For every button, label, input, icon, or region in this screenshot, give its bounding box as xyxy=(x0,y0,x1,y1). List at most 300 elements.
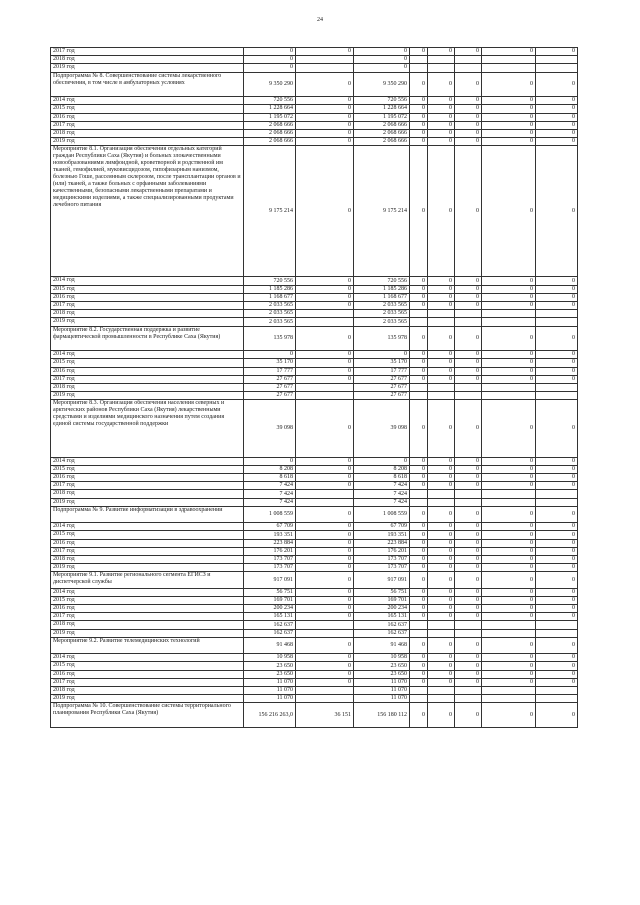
row-label: Подпрограмма № 10. Совершенствование системы территориального планирования Республики Саха (Якутия) xyxy=(51,703,244,728)
row-label: 2016 год xyxy=(51,605,244,613)
cell-value: 0 xyxy=(455,670,482,678)
cell-value: 0 xyxy=(536,375,578,383)
cell-value: 2 033 565 xyxy=(244,310,296,318)
cell-value: 0 xyxy=(455,605,482,613)
cell-value: 0 xyxy=(482,146,536,277)
cell-value xyxy=(482,490,536,498)
cell-value: 223 884 xyxy=(354,539,410,547)
row-label: 2018 год xyxy=(51,555,244,563)
cell-value: 0 xyxy=(296,465,354,473)
cell-value: 0 xyxy=(455,400,482,457)
cell-value: 35 170 xyxy=(244,359,296,367)
cell-value: 0 xyxy=(482,465,536,473)
cell-value: 0 xyxy=(536,146,578,277)
cell-value: 173 707 xyxy=(244,564,296,572)
cell-value: 0 xyxy=(428,302,455,310)
cell-value: 0 xyxy=(455,596,482,604)
cell-value: 0 xyxy=(428,662,455,670)
cell-value: 0 xyxy=(536,547,578,555)
cell-value: 0 xyxy=(536,285,578,293)
cell-value: 0 xyxy=(455,531,482,539)
cell-value: 0 xyxy=(410,351,428,359)
table-row xyxy=(51,465,578,473)
cell-value xyxy=(455,392,482,400)
cell-value: 0 xyxy=(428,367,455,375)
cell-value: 0 xyxy=(296,474,354,482)
table-row xyxy=(51,293,578,301)
cell-value xyxy=(482,383,536,391)
cell-value: 162 637 xyxy=(244,629,296,637)
cell-value xyxy=(482,621,536,629)
cell-value: 0 xyxy=(410,662,428,670)
cell-value: 7 424 xyxy=(244,490,296,498)
cell-value xyxy=(482,695,536,703)
cell-value: 0 xyxy=(410,555,428,563)
cell-value: 0 xyxy=(428,572,455,588)
cell-value: 0 xyxy=(296,351,354,359)
cell-value: 0 xyxy=(455,113,482,121)
cell-value: 0 xyxy=(296,48,354,56)
cell-value: 67 709 xyxy=(244,523,296,531)
cell-value xyxy=(428,64,455,72)
row-label: 2019 год xyxy=(51,695,244,703)
row-label: 2019 год xyxy=(51,64,244,72)
cell-value: 0 xyxy=(296,400,354,457)
cell-value: 7 424 xyxy=(244,498,296,506)
cell-value: 39 098 xyxy=(354,400,410,457)
cell-value: 0 xyxy=(410,596,428,604)
cell-value: 0 xyxy=(428,539,455,547)
table-row xyxy=(51,637,578,653)
cell-value xyxy=(536,687,578,695)
cell-value: 0 xyxy=(482,588,536,596)
cell-value: 0 xyxy=(428,596,455,604)
cell-value: 2 068 666 xyxy=(244,138,296,146)
cell-value: 0 xyxy=(410,572,428,588)
cell-value: 0 xyxy=(410,654,428,662)
cell-value: 0 xyxy=(455,277,482,285)
cell-value: 10 958 xyxy=(354,654,410,662)
cell-value: 0 xyxy=(536,605,578,613)
row-label: Мероприятие 8.2. Государственная поддержка и развитие фармацевтической промышленности в Республике Саха (Якутия) xyxy=(51,326,244,351)
table-row xyxy=(51,72,578,97)
cell-value: 2 033 565 xyxy=(244,318,296,326)
table-row xyxy=(51,113,578,121)
cell-value xyxy=(482,64,536,72)
cell-value: 0 xyxy=(455,572,482,588)
row-label: Подпрограмма № 8. Совершенствование системы лекарственного обеспечения, в том числе в амбулаторных условиях xyxy=(51,72,244,97)
cell-value: 0 xyxy=(536,72,578,97)
cell-value: 917 091 xyxy=(244,572,296,588)
cell-value xyxy=(296,498,354,506)
row-label: 2016 год xyxy=(51,367,244,375)
cell-value: 0 xyxy=(354,457,410,465)
cell-value xyxy=(455,64,482,72)
row-label: 2014 год xyxy=(51,654,244,662)
cell-value xyxy=(410,490,428,498)
cell-value: 0 xyxy=(536,113,578,121)
cell-value: 11 070 xyxy=(354,678,410,686)
row-label: 2017 год xyxy=(51,48,244,56)
cell-value: 0 xyxy=(354,351,410,359)
cell-value: 0 xyxy=(482,457,536,465)
cell-value: 0 xyxy=(536,613,578,621)
table-row xyxy=(51,695,578,703)
cell-value: 36 151 xyxy=(296,703,354,728)
cell-value: 35 170 xyxy=(354,359,410,367)
row-label: 2018 год xyxy=(51,687,244,695)
cell-value xyxy=(410,695,428,703)
row-label: 2017 год xyxy=(51,482,244,490)
cell-value: 0 xyxy=(482,654,536,662)
cell-value: 2 033 565 xyxy=(354,310,410,318)
cell-value: 11 070 xyxy=(244,695,296,703)
cell-value: 0 xyxy=(410,457,428,465)
cell-value: 0 xyxy=(428,613,455,621)
page-number: 24 xyxy=(317,17,323,23)
cell-value: 0 xyxy=(244,56,296,64)
cell-value: 200 234 xyxy=(244,605,296,613)
cell-value: 0 xyxy=(428,605,455,613)
cell-value: 0 xyxy=(455,367,482,375)
row-label: 2018 год xyxy=(51,310,244,318)
cell-value: 0 xyxy=(455,293,482,301)
cell-value: 0 xyxy=(536,662,578,670)
table-row xyxy=(51,351,578,359)
cell-value: 2 068 666 xyxy=(244,129,296,137)
table-row xyxy=(51,490,578,498)
cell-value: 0 xyxy=(536,523,578,531)
cell-value: 0 xyxy=(455,564,482,572)
cell-value: 1 195 072 xyxy=(354,113,410,121)
cell-value: 0 xyxy=(428,506,455,522)
row-label: 2019 год xyxy=(51,318,244,326)
cell-value: 0 xyxy=(482,351,536,359)
cell-value: 0 xyxy=(296,539,354,547)
table-row xyxy=(51,506,578,522)
table-row xyxy=(51,121,578,129)
table-row xyxy=(51,64,578,72)
cell-value: 0 xyxy=(410,605,428,613)
cell-value: 0 xyxy=(296,572,354,588)
cell-value: 173 707 xyxy=(354,564,410,572)
cell-value: 0 xyxy=(536,97,578,105)
cell-value xyxy=(296,310,354,318)
cell-value: 0 xyxy=(455,465,482,473)
cell-value: 67 709 xyxy=(354,523,410,531)
cell-value xyxy=(410,383,428,391)
table-row xyxy=(51,703,578,728)
cell-value xyxy=(410,56,428,64)
cell-value: 0 xyxy=(482,105,536,113)
cell-value: 0 xyxy=(482,678,536,686)
cell-value: 9 350 290 xyxy=(244,72,296,97)
row-label: 2015 год xyxy=(51,359,244,367)
cell-value xyxy=(536,64,578,72)
cell-value xyxy=(296,490,354,498)
cell-value: 0 xyxy=(482,129,536,137)
cell-value: 0 xyxy=(428,121,455,129)
cell-value: 0 xyxy=(482,138,536,146)
cell-value xyxy=(455,498,482,506)
cell-value: 0 xyxy=(244,64,296,72)
cell-value: 0 xyxy=(455,146,482,277)
cell-value xyxy=(536,56,578,64)
cell-value: 1 228 664 xyxy=(244,105,296,113)
cell-value: 27 677 xyxy=(244,392,296,400)
table-row xyxy=(51,555,578,563)
cell-value: 0 xyxy=(296,637,354,653)
table-row xyxy=(51,146,578,277)
cell-value: 0 xyxy=(296,277,354,285)
row-label: 2018 год xyxy=(51,129,244,137)
cell-value: 0 xyxy=(482,359,536,367)
cell-value: 0 xyxy=(244,457,296,465)
cell-value: 0 xyxy=(296,285,354,293)
cell-value: 0 xyxy=(536,596,578,604)
cell-value: 0 xyxy=(410,129,428,137)
table-row xyxy=(51,400,578,457)
cell-value xyxy=(455,629,482,637)
cell-value xyxy=(455,310,482,318)
cell-value: 0 xyxy=(482,637,536,653)
cell-value: 917 091 xyxy=(354,572,410,588)
cell-value: 0 xyxy=(482,670,536,678)
cell-value: 0 xyxy=(536,539,578,547)
row-label: 2015 год xyxy=(51,531,244,539)
cell-value xyxy=(296,629,354,637)
cell-value: 0 xyxy=(482,523,536,531)
table-row xyxy=(51,105,578,113)
cell-value: 0 xyxy=(455,523,482,531)
cell-value xyxy=(482,498,536,506)
cell-value xyxy=(482,687,536,695)
table-row xyxy=(51,687,578,695)
cell-value: 23 650 xyxy=(354,662,410,670)
cell-value: 0 xyxy=(428,523,455,531)
cell-value: 193 351 xyxy=(354,531,410,539)
cell-value: 156 216 263,0 xyxy=(244,703,296,728)
table-row xyxy=(51,670,578,678)
cell-value: 9 175 214 xyxy=(244,146,296,277)
cell-value: 0 xyxy=(410,482,428,490)
cell-value: 0 xyxy=(296,531,354,539)
cell-value: 1 185 286 xyxy=(354,285,410,293)
cell-value: 0 xyxy=(455,555,482,563)
cell-value: 0 xyxy=(536,572,578,588)
row-label: 2019 год xyxy=(51,564,244,572)
cell-value xyxy=(536,490,578,498)
cell-value: 0 xyxy=(428,474,455,482)
cell-value xyxy=(428,318,455,326)
row-label: 2017 год xyxy=(51,302,244,310)
cell-value: 0 xyxy=(455,138,482,146)
cell-value: 0 xyxy=(455,359,482,367)
cell-value xyxy=(536,629,578,637)
cell-value: 176 201 xyxy=(244,547,296,555)
cell-value: 0 xyxy=(536,48,578,56)
cell-value: 0 xyxy=(296,72,354,97)
row-label: 2019 год xyxy=(51,392,244,400)
cell-value: 173 707 xyxy=(244,555,296,563)
row-label: 2018 год xyxy=(51,383,244,391)
row-label: 2016 год xyxy=(51,670,244,678)
cell-value: 0 xyxy=(482,596,536,604)
cell-value: 2 068 666 xyxy=(354,121,410,129)
table-row xyxy=(51,129,578,137)
cell-value: 0 xyxy=(482,367,536,375)
cell-value: 0 xyxy=(482,293,536,301)
cell-value xyxy=(296,621,354,629)
cell-value: 0 xyxy=(428,293,455,301)
cell-value xyxy=(296,695,354,703)
row-label: 2019 год xyxy=(51,498,244,506)
cell-value: 0 xyxy=(354,64,410,72)
table-row xyxy=(51,539,578,547)
cell-value: 17 777 xyxy=(244,367,296,375)
cell-value: 0 xyxy=(536,138,578,146)
cell-value: 0 xyxy=(455,97,482,105)
table-row xyxy=(51,678,578,686)
cell-value: 0 xyxy=(296,375,354,383)
cell-value: 0 xyxy=(410,326,428,351)
budget-table-body xyxy=(51,48,578,728)
cell-value: 0 xyxy=(536,703,578,728)
cell-value: 1 185 286 xyxy=(244,285,296,293)
cell-value: 0 xyxy=(410,539,428,547)
row-label: 2017 год xyxy=(51,121,244,129)
table-row xyxy=(51,97,578,105)
row-label: Мероприятие 8.1. Организация обеспечения отдельных категорий граждан Республики Саха (Якутия) и больных злокачественными новообразованиями лимфоидной, кроветворной и родственной им тканей, гемофилией, муковисцидозом, гипофизарным нанизмом, болезнью Гоше, рассеянным склерозом, после трансплантации органов и (или) тканей, а также больных с орфанными заболеваниями качественными, безопасными лекарственными препаратами и медицинскими изделиями, а также специализированными продуктами лечебного питания xyxy=(51,146,244,277)
cell-value: 11 070 xyxy=(244,687,296,695)
cell-value: 200 234 xyxy=(354,605,410,613)
cell-value: 0 xyxy=(455,539,482,547)
cell-value: 2 068 666 xyxy=(244,121,296,129)
cell-value: 0 xyxy=(455,457,482,465)
cell-value: 1 008 559 xyxy=(354,506,410,522)
cell-value: 11 070 xyxy=(244,678,296,686)
cell-value xyxy=(428,490,455,498)
cell-value: 56 751 xyxy=(244,588,296,596)
cell-value: 0 xyxy=(428,375,455,383)
cell-value: 0 xyxy=(410,703,428,728)
cell-value xyxy=(296,64,354,72)
cell-value: 0 xyxy=(536,506,578,522)
cell-value: 0 xyxy=(410,465,428,473)
cell-value: 0 xyxy=(410,474,428,482)
cell-value: 0 xyxy=(296,605,354,613)
cell-value: 0 xyxy=(536,302,578,310)
cell-value: 0 xyxy=(296,121,354,129)
cell-value: 0 xyxy=(428,277,455,285)
cell-value: 0 xyxy=(296,670,354,678)
cell-value: 0 xyxy=(296,678,354,686)
cell-value: 7 424 xyxy=(354,482,410,490)
cell-value: 0 xyxy=(296,596,354,604)
cell-value: 0 xyxy=(536,351,578,359)
cell-value: 27 677 xyxy=(354,392,410,400)
table-row xyxy=(51,359,578,367)
cell-value: 0 xyxy=(536,277,578,285)
cell-value: 0 xyxy=(428,555,455,563)
table-row xyxy=(51,302,578,310)
cell-value xyxy=(296,687,354,695)
cell-value: 0 xyxy=(428,564,455,572)
cell-value: 0 xyxy=(455,662,482,670)
row-label: Мероприятие 8.3. Организация обеспечения населения северных и арктических районов Республики Саха (Якутия) лекарственными средствами и изделиями медицинского назначения путем создания единой системы государственной поддержки xyxy=(51,400,244,457)
cell-value: 720 556 xyxy=(244,97,296,105)
cell-value xyxy=(410,310,428,318)
table-row xyxy=(51,564,578,572)
cell-value: 0 xyxy=(428,359,455,367)
cell-value: 173 707 xyxy=(354,555,410,563)
cell-value xyxy=(428,498,455,506)
table-row xyxy=(51,596,578,604)
cell-value: 0 xyxy=(410,121,428,129)
cell-value: 0 xyxy=(455,129,482,137)
cell-value: 0 xyxy=(455,506,482,522)
cell-value: 0 xyxy=(296,129,354,137)
cell-value: 169 701 xyxy=(354,596,410,604)
cell-value xyxy=(410,498,428,506)
row-label: 2015 год xyxy=(51,105,244,113)
cell-value xyxy=(536,383,578,391)
cell-value: 0 xyxy=(536,531,578,539)
cell-value: 7 424 xyxy=(244,482,296,490)
cell-value: 17 777 xyxy=(354,367,410,375)
cell-value: 0 xyxy=(482,564,536,572)
cell-value: 11 070 xyxy=(354,687,410,695)
cell-value: 0 xyxy=(428,48,455,56)
cell-value: 0 xyxy=(428,351,455,359)
cell-value: 0 xyxy=(410,588,428,596)
cell-value: 0 xyxy=(536,637,578,653)
table-row xyxy=(51,482,578,490)
cell-value: 1 195 072 xyxy=(244,113,296,121)
cell-value: 0 xyxy=(536,105,578,113)
cell-value: 0 xyxy=(296,654,354,662)
cell-value xyxy=(428,56,455,64)
cell-value: 0 xyxy=(536,121,578,129)
cell-value xyxy=(428,621,455,629)
cell-value xyxy=(482,629,536,637)
cell-value xyxy=(410,687,428,695)
cell-value xyxy=(296,318,354,326)
cell-value xyxy=(482,318,536,326)
cell-value: 0 xyxy=(536,670,578,678)
cell-value: 0 xyxy=(482,572,536,588)
cell-value: 0 xyxy=(296,138,354,146)
cell-value xyxy=(410,64,428,72)
cell-value xyxy=(482,392,536,400)
cell-value: 0 xyxy=(410,293,428,301)
cell-value: 0 xyxy=(455,474,482,482)
table-row xyxy=(51,547,578,555)
cell-value: 0 xyxy=(410,48,428,56)
cell-value: 0 xyxy=(455,285,482,293)
cell-value: 0 xyxy=(410,523,428,531)
cell-value: 0 xyxy=(482,48,536,56)
cell-value: 0 xyxy=(410,277,428,285)
table-row xyxy=(51,605,578,613)
cell-value: 0 xyxy=(428,465,455,473)
cell-value: 0 xyxy=(410,146,428,277)
row-label: 2019 год xyxy=(51,629,244,637)
cell-value: 7 424 xyxy=(354,498,410,506)
cell-value: 0 xyxy=(410,302,428,310)
cell-value: 0 xyxy=(536,326,578,351)
cell-value: 0 xyxy=(296,97,354,105)
